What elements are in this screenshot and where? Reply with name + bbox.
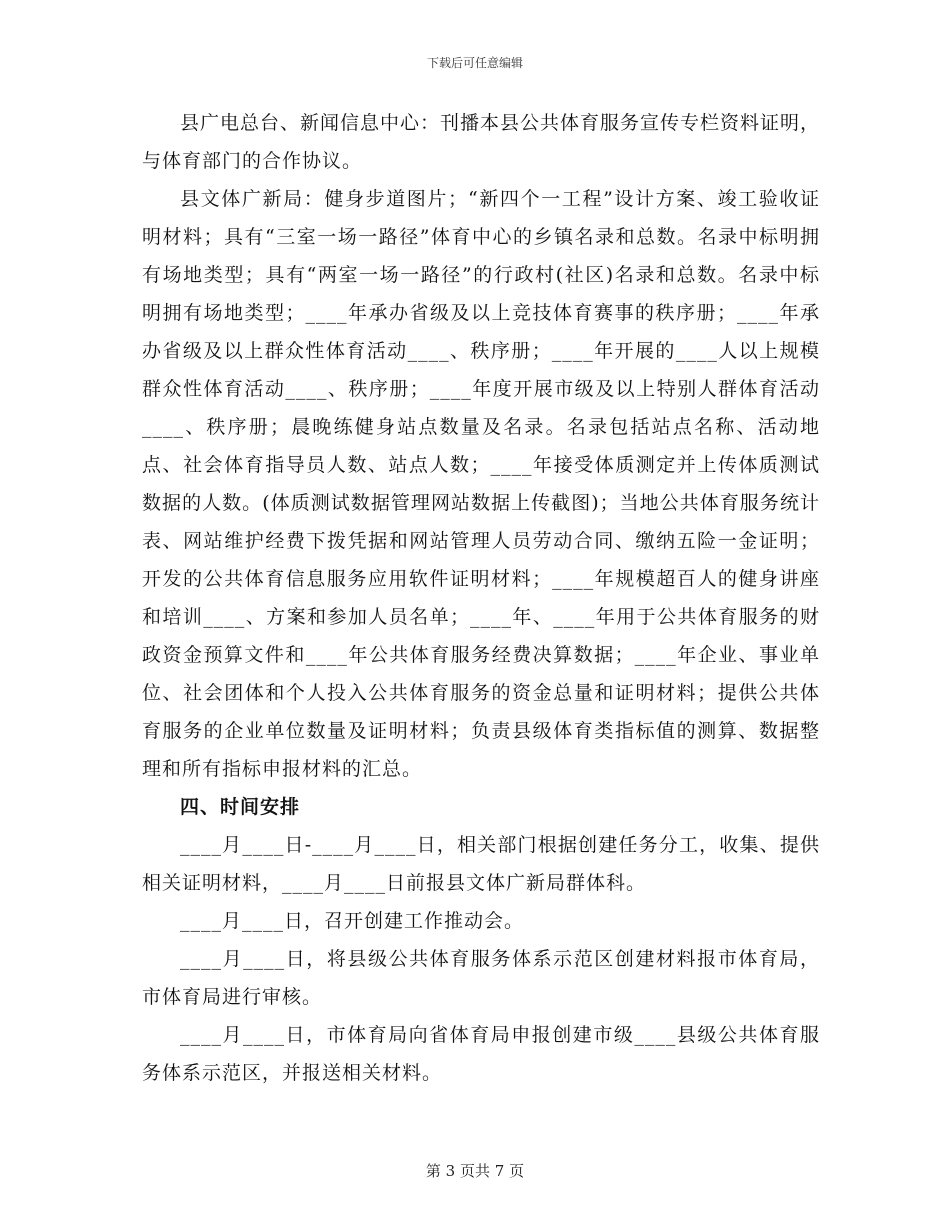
schedule-item-1: ____月____日-____月____日，相关部门根据创建任务分工，收集、提供相关证明材料，____月____日前报县文体广新局群体科。 bbox=[142, 834, 820, 894]
page-header: 下载后可任意编辑 bbox=[426, 56, 523, 70]
schedule-item-3: ____月____日，将县级公共体育服务体系示范区创建材料报市体育局，市体育局进行审核。 bbox=[142, 948, 820, 1008]
document-body bbox=[142, 104, 820, 1092]
page-number: 第 3 页共 7 页 bbox=[425, 1162, 525, 1180]
paragraph-broadcast: 县广电总台、新闻信息中心：刊播本县公共体育服务宣传专栏资料证明，与体育部门的合作协议。 bbox=[142, 112, 821, 172]
section-heading: 四、时间安排 bbox=[180, 796, 301, 818]
schedule-item-4: ____月____日，市体育局向省体育局申报创建市级____县级公共体育服务体系示范区，并报送相关材料。 bbox=[142, 1024, 820, 1084]
schedule-item-2: ____月____日，召开创建工作推动会。 bbox=[180, 910, 525, 932]
paragraph-culture-bureau: 县文体广新局：健身步道图片；“新四个一工程”设计方案、竣工验收证明材料；具有“三室一场一路径”体育中心的乡镇名录和总数。名录中标明拥有场地类型；具有“两室一场一路径”的行政村(社区)名录和总数。名录中标明拥有场地类型；____年承办省级及以上竞技体育赛事的秩序册；____年承办省级及以上群众性体育活动____、秩序册；____年开展的____人以上规模群众性体育活动____、秩序册；____年度开展市级及以上特别人群体育活动____、秩序册；晨晚练健身站点数量及名录。名录包括站点名称、活动地点、社会体育指导员人数、站点人数；____年接受体质测定并上传体质测试数据的人数。(体质测试数据管理网站数据上传截图)；当地公共体育服务统计表、网站维护经费下拨凭据和网站管理人员劳动合同、缴纳五险一金证明；开发的公共体育信息服务应用软件证明材料；____年规模超百人的健身讲座和培训____、方案和参加人员名单；____年、____年用于公共体育服务的财政资金预算文件和____年公共体育服务经费决算数据；____年企业、事业单位、社会团体和个人投入公共体育服务的资金总量和证明材料；提供公共体育服务的企业单位数量及证明材料；负责县级体育类指标值的测算、数据整理和所有指标申报材料的汇总。 bbox=[142, 188, 820, 780]
